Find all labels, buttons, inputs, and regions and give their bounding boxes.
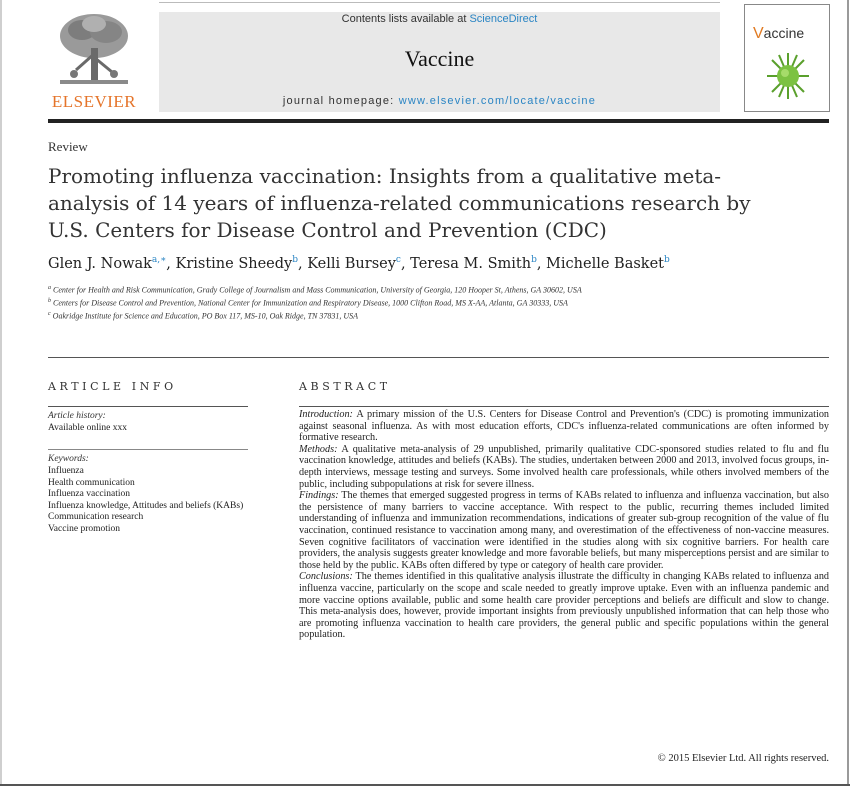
keyword-item: Influenza [48, 466, 84, 476]
article-info-rule [48, 406, 248, 407]
author-affil-mark[interactable]: c [395, 255, 401, 265]
elsevier-tree-icon [54, 10, 134, 90]
affiliation-mark: b [48, 298, 51, 305]
abstract-section [299, 571, 829, 641]
header-divider [48, 119, 829, 123]
elsevier-logo [48, 6, 140, 110]
affiliation-mark: c [48, 311, 51, 318]
affiliation-text: Oakridge Institute for Science and Education, PO Box 117, MS-10, Oak Ridge, TN 37831, USA [52, 311, 359, 321]
keywords-label: Keywords: [48, 454, 89, 464]
article-type: Review [48, 139, 88, 154]
keyword-item: Influenza vaccination [48, 489, 131, 499]
abstract-section-label: Methods: [299, 443, 338, 455]
abstract-section-text: The themes identified in this qualitative analysis illustrate the difficulty in changing KABs related to influenza and influenza vaccine, particularly on the scope and scale needed to greatly improve uptake. Even with an influenza pandemic and more vaccine options available, public and some health care provider perceptions and beliefs are difficult and slow to change. This meta-analysis does, however, provide important insights from previously unpublished information that can help those who are promoting influenza vaccination to health care providers, the general public and specific populations within the general population. [299, 571, 830, 641]
cover-title [753, 25, 804, 43]
author-affil-mark[interactable]: b [531, 255, 537, 265]
author-affil-mark[interactable]: b [292, 255, 298, 265]
abstract-heading: ABSTRACT [299, 380, 391, 393]
affiliation-mark: a [48, 285, 51, 291]
journal-name: Vaccine [404, 46, 475, 71]
abstract-rule [299, 406, 829, 407]
author-affil-mark[interactable]: b [663, 255, 670, 265]
affiliation-item [48, 283, 748, 296]
homepage-link[interactable]: www.elsevier.com/locate/vaccine [398, 95, 597, 107]
article-history-label: Article history: [48, 411, 106, 421]
copyright-notice: © 2015 Elsevier Ltd. All rights reserved. [657, 753, 829, 764]
affiliation-item [48, 309, 748, 322]
header-top-rule [159, 2, 720, 3]
article-info-heading: ARTICLE INFO [48, 380, 177, 393]
abstract-section-text: A primary mission of the U.S. Centers for Disease Control and Prevention's (CDC) is promoting immunization against seasonal influenza. As with most education efforts, CDC's influenza-related communications are often informed by formative research. [299, 409, 830, 444]
abstract-section [299, 409, 829, 444]
article-history-value: Available online xxx [48, 423, 127, 433]
journal-homepage-line [159, 95, 720, 107]
author-name[interactable]: Kelli Bursey [307, 255, 396, 272]
keyword-item: Influenza knowledge, Attitudes and beliefs (KABs) [48, 500, 244, 511]
author-name[interactable]: Kristine Sheedy [175, 255, 293, 272]
abstract-section-text: A qualitative meta-analysis of 29 unpublished, primarily qualitative CDC-sponsored studies related to flu and flu vaccination knowledge, attitudes and beliefs (KABs). The studies, undertaken between 2000 and 2013, involved focus groups, in-depth interviews, message testing and surveys. Some involved health care professionals, while others involved members of the public, including subpopulations at risk for severe illness. [299, 443, 830, 490]
abstract-section [299, 490, 829, 571]
article-title: Promoting influenza vaccination: Insights from a qualitative meta-analysis of 14 years of influenza-related communications research by U.S. Centers for Disease Control and Prevention (CDC) [48, 164, 751, 242]
affiliation-text: Center for Health and Risk Communication, Grady College of Journalism and Mass Communication, University of Georgia, 120 Hooper St, Athens, GA 30602, USA [53, 285, 582, 295]
author-name[interactable]: Teresa M. Smith [410, 255, 532, 272]
author-name[interactable]: Glen J. Nowak [48, 255, 152, 272]
author-affil-mark[interactable]: a,∗ [151, 255, 167, 265]
keyword-item: Vaccine promotion [48, 523, 121, 534]
abstract-body [299, 409, 829, 641]
affiliation-item [48, 296, 748, 309]
abstract-section [299, 444, 829, 490]
homepage-prefix: journal homepage: [282, 95, 399, 107]
abstract-section-label: Conclusions: [299, 571, 353, 583]
cover-title-rest: accine [763, 25, 805, 41]
affiliation-text: Centers for Disease Control and Prevention, National Center for Immunization and Respiratory Disease, 1000 Clifton Road, MS X-AA, Atlanta, GA 30333, USA [53, 298, 568, 308]
page-right-edge [847, 0, 849, 786]
virus-illustration-icon [765, 51, 811, 101]
publisher-logo-text: ELSEVIER [51, 92, 137, 111]
keywords-list [48, 466, 253, 535]
section-divider [48, 357, 829, 358]
cover-title-initial: V [753, 25, 764, 42]
keyword-item: Communication research [48, 512, 144, 522]
affiliations [48, 283, 748, 322]
abstract-section-label: Introduction: [299, 409, 353, 420]
abstract-section-text: The themes that emerged suggested progress in terms of KABs related to influenza and influenza vaccination, but also the persistence of many barriers to vaccine acceptance. With respect to the public, recurring themes included limited understanding of influenza and immunization recommendations, indications of greater sub-group recognition of the value of flu vaccination, continued resistance to vaccination among many, and overestimation of the effectiveness of non-vaccine measures. Seven cognitive facilitators of vaccination were identified in the studies along with six cognitive barriers. For health care providers, the analysis suggests greater knowledge and more favorable beliefs, but many misperceptions persist and are similar to those held by the public. KABs often differed by type or category of health care provider. [299, 490, 829, 571]
keywords-rule [48, 449, 248, 450]
contents-prefix: Contents lists available at [341, 13, 470, 25]
sciencedirect-link[interactable]: ScienceDirect [469, 13, 538, 25]
keyword-item: Health communication [48, 477, 135, 488]
journal-cover-image [744, 4, 830, 112]
author-name[interactable]: Michelle Basket [546, 255, 664, 272]
abstract-section-label: Findings: [299, 490, 339, 502]
contents-line [159, 13, 720, 25]
page-left-edge [0, 0, 2, 786]
author-list: Glen J. Nowak$^{a,∗}$, Kristine Sheedy$^b$, Kelli Bursey$^c$, Teresa M. Smith$^b$, Michelle Basket$^b$ [48, 255, 670, 272]
